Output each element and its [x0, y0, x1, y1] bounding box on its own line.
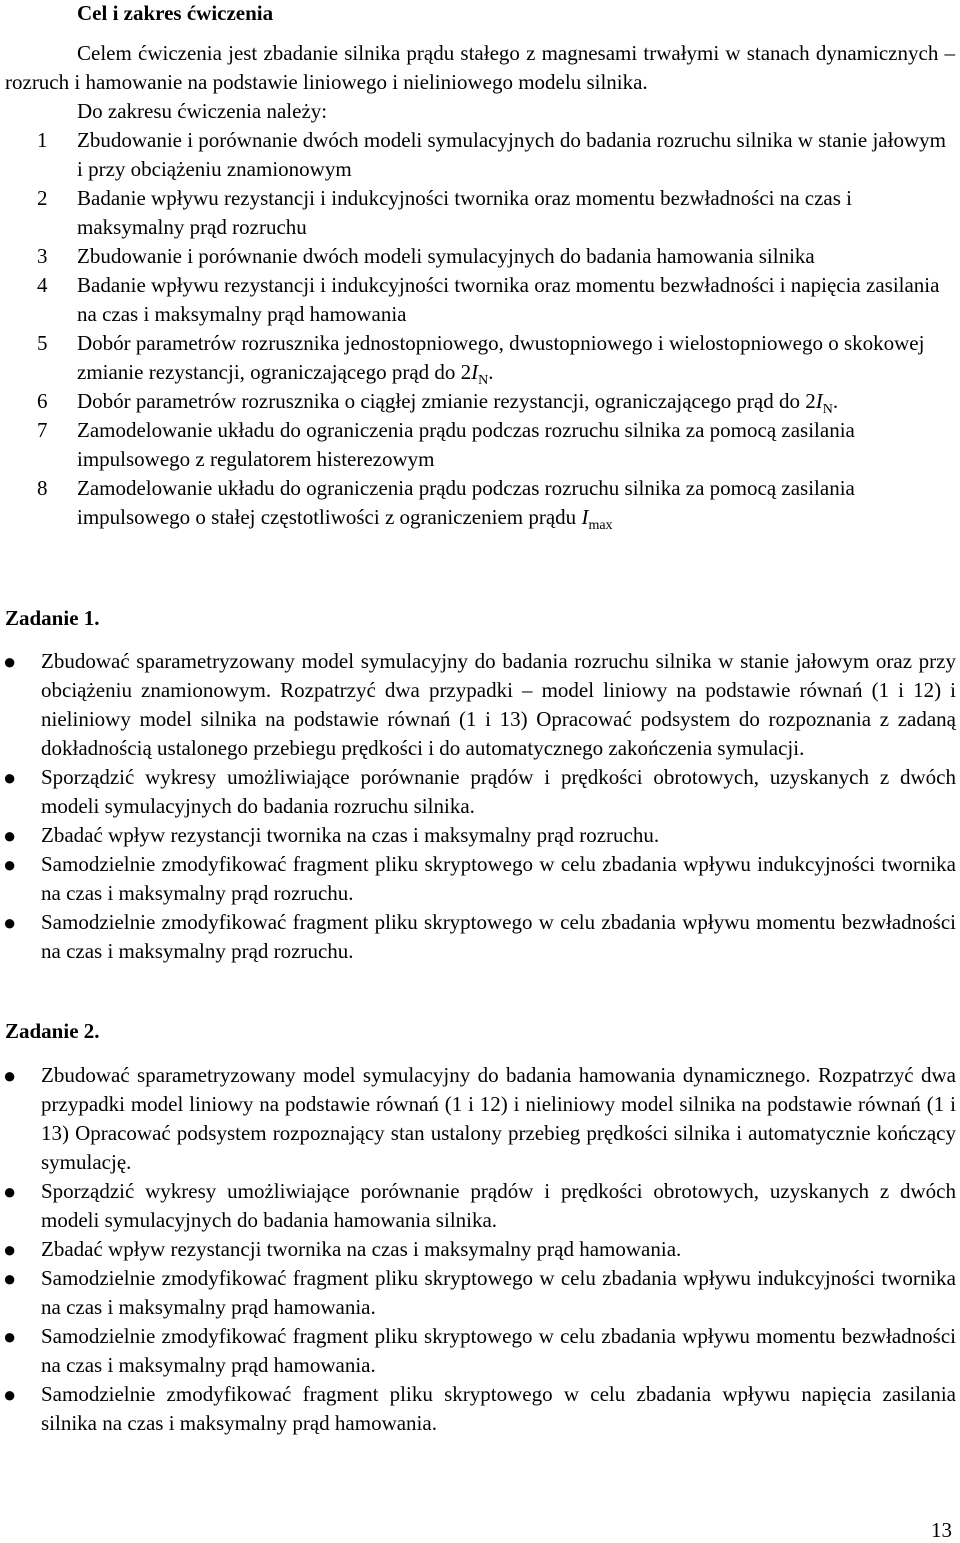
goal-item [37, 242, 957, 271]
goal-text: Zbudowanie i porównanie dwóch modeli symulacyjnych do badania rozruchu silnika w stanie jałowym i przy obciążeniu znamionowym [77, 128, 946, 181]
bullet-icon: ● [3, 852, 17, 877]
goal-item [37, 271, 957, 329]
task-text: Samodzielnie zmodyfikować fragment pliku skryptowego w celu zbadania wpływu napięcia zasilania silnika na czas i maksymalny prąd hamowania. [41, 1382, 956, 1435]
goal-item [37, 126, 957, 184]
bullet-icon: ● [3, 823, 17, 848]
bullet-icon: ● [3, 1063, 17, 1088]
goal-text-wrap [77, 329, 957, 387]
task-text: Zbadać wpływ rezystancji twornika na czas i maksymalny prąd hamowania. [41, 1237, 682, 1261]
task-text: Samodzielnie zmodyfikować fragment pliku skryptowego w celu zbadania wpływu momentu bezwładności na czas i maksymalny prąd hamowania. [41, 1324, 956, 1377]
goal-number: 1 [37, 128, 48, 152]
task-text: Zbadać wpływ rezystancji twornika na czas i maksymalny prąd rozruchu. [41, 823, 660, 847]
task1-list [0, 647, 956, 966]
intro-paragraph: Celem ćwiczenia jest zbadanie silnika prądu stałego z magnesami trwałymi w stanach dynamicznych – rozruch i hamowanie na podstawie liniowego i nieliniowego modelu silnika. [5, 41, 955, 94]
goal-text: Zamodelowanie układu do ograniczenia prądu podczas rozruchu silnika za pomocą zasilania impulsowego o stałej częstotliwości z ograniczeniem prądu [77, 476, 855, 529]
task2-item [0, 1264, 956, 1322]
page-number: 13 [931, 1518, 952, 1542]
goal-number: 6 [37, 389, 48, 413]
task1-item [0, 850, 956, 908]
task-text: Sporządzić wykresy umożliwiające porównanie prądów i prędkości obrotowych, uzyskanych z dwóch modeli symulacyjnych do badania hamowania silnika. [41, 1179, 956, 1232]
bullet-icon: ● [3, 910, 17, 935]
task-text: Samodzielnie zmodyfikować fragment pliku skryptowego w celu zbadania wpływu indukcyjności twornika na czas i maksymalny prąd hamowania. [41, 1266, 956, 1319]
goal-item [37, 184, 957, 242]
goal-text: Dobór parametrów rozrusznika jednostopniowego, dwustopniowego i wielostopniowego o skokowej zmianie rezystancji, ograniczającego prąd do 2 [77, 331, 925, 384]
bullet-icon: ● [3, 1266, 17, 1291]
goal-item [37, 387, 957, 416]
goal-tail: . [488, 360, 494, 384]
goal-text-wrap [77, 474, 957, 532]
bullet-icon: ● [3, 1324, 17, 1349]
goal-number: 7 [37, 418, 48, 442]
goal-number: 2 [37, 186, 48, 210]
task2-item [0, 1235, 956, 1264]
bullet-icon: ● [3, 765, 17, 790]
task1-item [0, 647, 956, 763]
task1-item [0, 908, 956, 966]
task2-item [0, 1322, 956, 1380]
bullet-icon: ● [3, 1237, 17, 1262]
task2-item [0, 1061, 956, 1177]
goal-item [37, 416, 957, 474]
goal-text: Dobór parametrów rozrusznika o ciągłej zmianie rezystancji, ograniczającego prąd do 2 [77, 389, 816, 413]
current-symbol: I [815, 389, 823, 413]
goal-text-wrap [77, 387, 957, 416]
goal-tail: . [832, 389, 839, 413]
goal-number: 5 [37, 331, 48, 355]
scope-lead: Do zakresu ćwiczenia należy: [77, 99, 328, 123]
section-title: Cel i zakres ćwiczenia [77, 1, 274, 25]
task-text: Zbudować sparametryzowany model symulacyjny do badania rozruchu silnika w stanie jałowym oraz przy obciążeniu znamionowym. Rozpatrzyć dwa przypadki – model liniowy na podstawie równań (1 i 12) i nieliniowy model silnika na podstawie równań (1 i 13) Opracować podsystem do rozpoznania z zadaną dokładnością ustalonego przebiegu prędkości i do automatycznego zakończenia symulacji. [41, 649, 956, 760]
task1-title: Zadanie 1. [5, 606, 100, 630]
goal-text: Badanie wpływu rezystancji i indukcyjności twornika oraz momentu bezwładności i napięcia zasilania na czas i maksymalny prąd hamowania [77, 273, 940, 326]
task2-item [0, 1177, 956, 1235]
current-subscript: N [822, 402, 833, 418]
task2-list [0, 1061, 956, 1438]
goal-number: 4 [37, 273, 48, 297]
task2-item [0, 1380, 956, 1438]
task-text: Samodzielnie zmodyfikować fragment pliku skryptowego w celu zbadania wpływu indukcyjności twornika na czas i maksymalny prąd rozruchu. [41, 852, 956, 905]
task-text: Samodzielnie zmodyfikować fragment pliku skryptowego w celu zbadania wpływu momentu bezwładności na czas i maksymalny prąd rozruchu. [41, 910, 956, 963]
goal-number: 3 [37, 244, 48, 268]
task2-title: Zadanie 2. [5, 1019, 100, 1043]
current-symbol: I [581, 505, 589, 529]
goal-text: Zbudowanie i porównanie dwóch modeli symulacyjnych do badania hamowania silnika [77, 244, 815, 268]
goal-text: Badanie wpływu rezystancji i indukcyjności twornika oraz momentu bezwładności na czas i maksymalny prąd rozruchu [77, 186, 853, 239]
current-subscript: N [478, 373, 489, 389]
goals-list [37, 126, 957, 532]
bullet-icon: ● [3, 649, 17, 674]
task1-item [0, 821, 956, 850]
goal-number: 8 [37, 476, 48, 500]
current-symbol: I [471, 360, 479, 384]
bullet-icon: ● [3, 1179, 17, 1204]
bullet-icon: ● [3, 1382, 17, 1407]
goal-text: Zamodelowanie układu do ograniczenia prądu podczas rozruchu silnika za pomocą zasilania impulsowego z regulatorem histerezowym [77, 418, 855, 471]
task-text: Sporządzić wykresy umożliwiające porównanie prądów i prędkości obrotowych, uzyskanych z dwóch modeli symulacyjnych do badania rozruchu silnika. [41, 765, 956, 818]
current-subscript: max [588, 518, 613, 534]
goal-item [37, 329, 957, 387]
goal-item [37, 474, 957, 532]
task-text: Zbudować sparametryzowany model symulacyjny do badania hamowania dynamicznego. Rozpatrzyć dwa przypadki model liniowy na podstawie równań (1 i 12) i nieliniowy model silnika na podstawie równań (1 i 13) Opracować podsystem rozpoznający stan ustalony przebieg prędkości silnika i automatycznie kończący symulację. [41, 1063, 956, 1174]
task1-item [0, 763, 956, 821]
